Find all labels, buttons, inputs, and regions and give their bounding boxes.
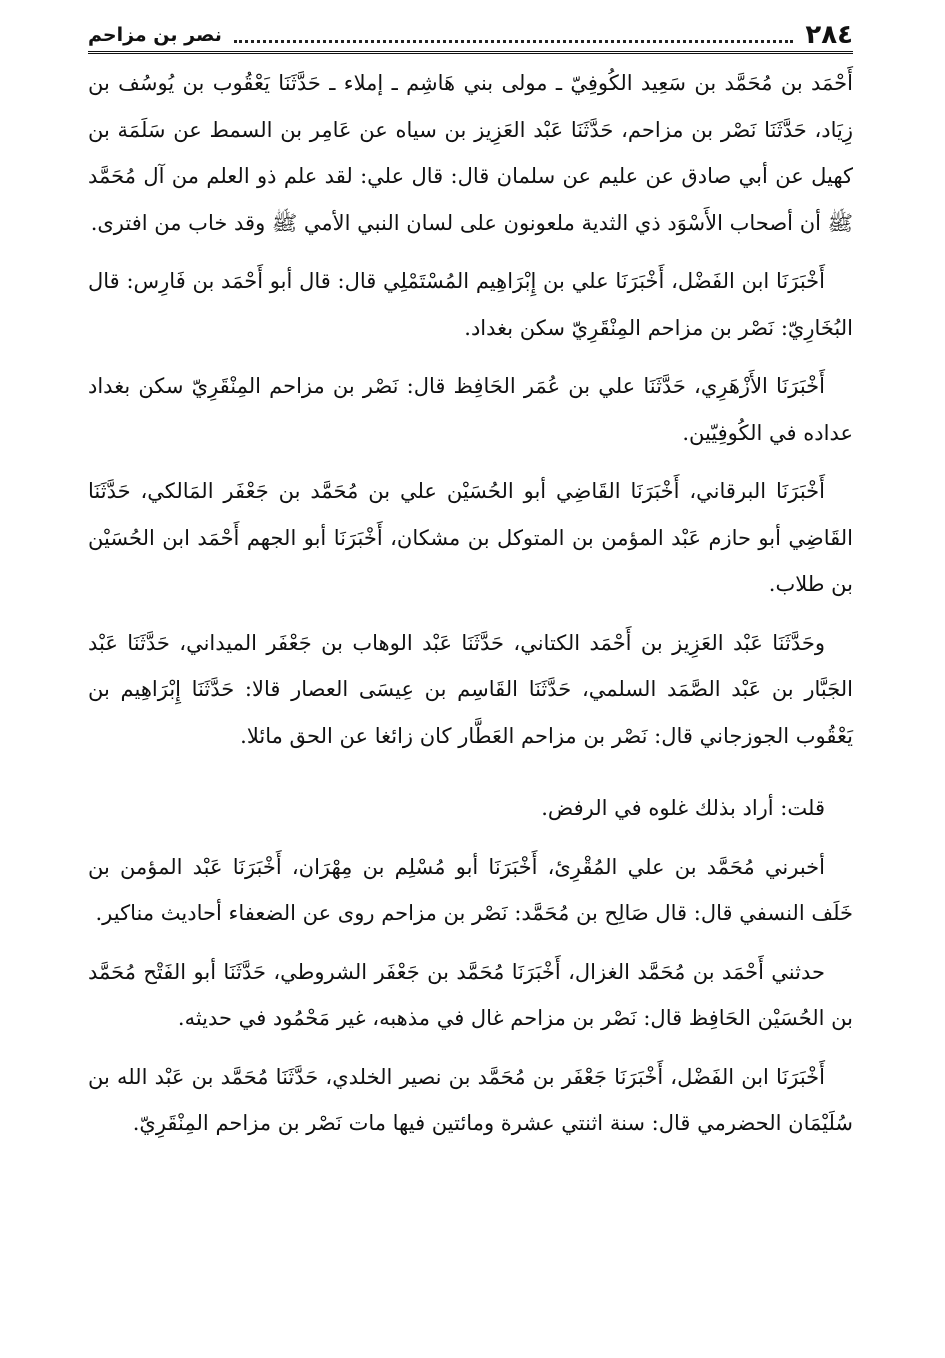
paragraph: حدثني أَحْمَد بن مُحَمَّد الغزال، أَخْبَرَنَا مُحَمَّد بن جَعْفَر الشروطي، حَدَّثَنَا أبو الفَتْح مُحَمَّد بن الحُسَيْن الحَافِظ قال: نَصْر بن مزاحم غال في مذهبه، غير مَحْمُود في حديثه.: [88, 959, 853, 1030]
running-title: نصر بن مزاحم: [88, 23, 222, 46]
page-number: ٢٨٤: [805, 19, 853, 50]
paragraph: وحَدَّثَنَا عَبْد العَزِيز بن أَحْمَد الكتاني، حَدَّثَنَا عَبْد الوهاب بن جَعْفَر الميداني، حَدَّثَنَا عَبْد الجَبَّار بن عَبْد الصَّمَد السلمي، حَدَّثَنَا القَاسِم بن عِيسَى العصار قالا: حَدَّثَنَا إِبْرَاهِيم بن يَعْقُوب الجوزجاني قال: نَصْر بن مزاحم العَطَّار كان زائغا عن الحق مائلا.: [88, 630, 853, 748]
paragraph: أَخْبَرَنَا ابن الفَضْل، أَخْبَرَنَا جَعْفَر بن مُحَمَّد بن نصير الخلدي، حَدَّثَنَا مُحَمَّد بن عَبْد الله بن سُلَيْمَان الحضرمي قال: سنة اثنتي عشرة ومائتين فيها مات نَصْر بن مزاحم المِنْقَرِيّ.: [88, 1064, 853, 1135]
paragraph: أَخْبَرَنَا الأَزْهَرِي، حَدَّثَنَا علي بن عُمَر الحَافِظ قال: نَصْر بن مزاحم المِنْقَرِيّ سكن بغداد عداده في الكُوفِيّين.: [88, 374, 853, 445]
page-header: [88, 20, 853, 54]
paragraph: أَحْمَد بن مُحَمَّد بن سَعِيد الكُوفِيّ ـ مولى بني هَاشِم ـ إملاء ـ حَدَّثَنَا يَعْقُوب بن يُوسُف بن زِيَاد، حَدَّثَنَا نَصْر بن مزاحم، حَدَّثَنَا عَبْد العَزِيز بن سياه عن عَامِر بن السمط عن سَلَمَة بن كهيل عن أبي صادق عن عليم عن سلمان قال: قال علي: لقد علم ذو العلم من آل مُحَمَّد ﷺ أن أصحاب الأَسْوَد ذي الثدية ملعونون على لسان النبي الأمي ﷺ وقد خاب من افترى.: [88, 71, 853, 235]
paragraph: أخبرني مُحَمَّد بن علي المُقْرِئ، أَخْبَرَنَا أبو مُسْلِم بن مِهْرَان، أَخْبَرَنَا عَبْد المؤمن بن خَلَف النسفي قال: قال صَالِح بن مُحَمَّد: نَصْر بن مزاحم روى عن الضعفاء أحاديث مناكير.: [88, 854, 853, 925]
paragraph: أَخْبَرَنَا البرقاني، أَخْبَرَنَا القَاضِي أبو الحُسَيْن علي بن مُحَمَّد بن جَعْفَر المَالكي، حَدَّثَنَا القَاضِي أبو حازم عَبْد المؤمن بن المتوكل بن مشكان، أَخْبَرَنَا أبو الجهم أَحْمَد ابن الحُسَيْن بن طلاب.: [88, 479, 853, 596]
page-body: [88, 60, 853, 1159]
paragraph: أَخْبَرَنَا ابن الفَضْل، أَخْبَرَنَا علي بن إِبْرَاهِيم المُسْتَمْلِي قال: قال أبو أَحْمَد بن فَارِس: قال البُخَارِيّ: نَصْر بن مزاحم المِنْقَرِيّ سكن بغداد.: [88, 269, 853, 340]
paragraph: قلت: أراد بذلك غلوه في الرفض.: [541, 796, 825, 820]
header-dot-leader: [234, 26, 794, 43]
